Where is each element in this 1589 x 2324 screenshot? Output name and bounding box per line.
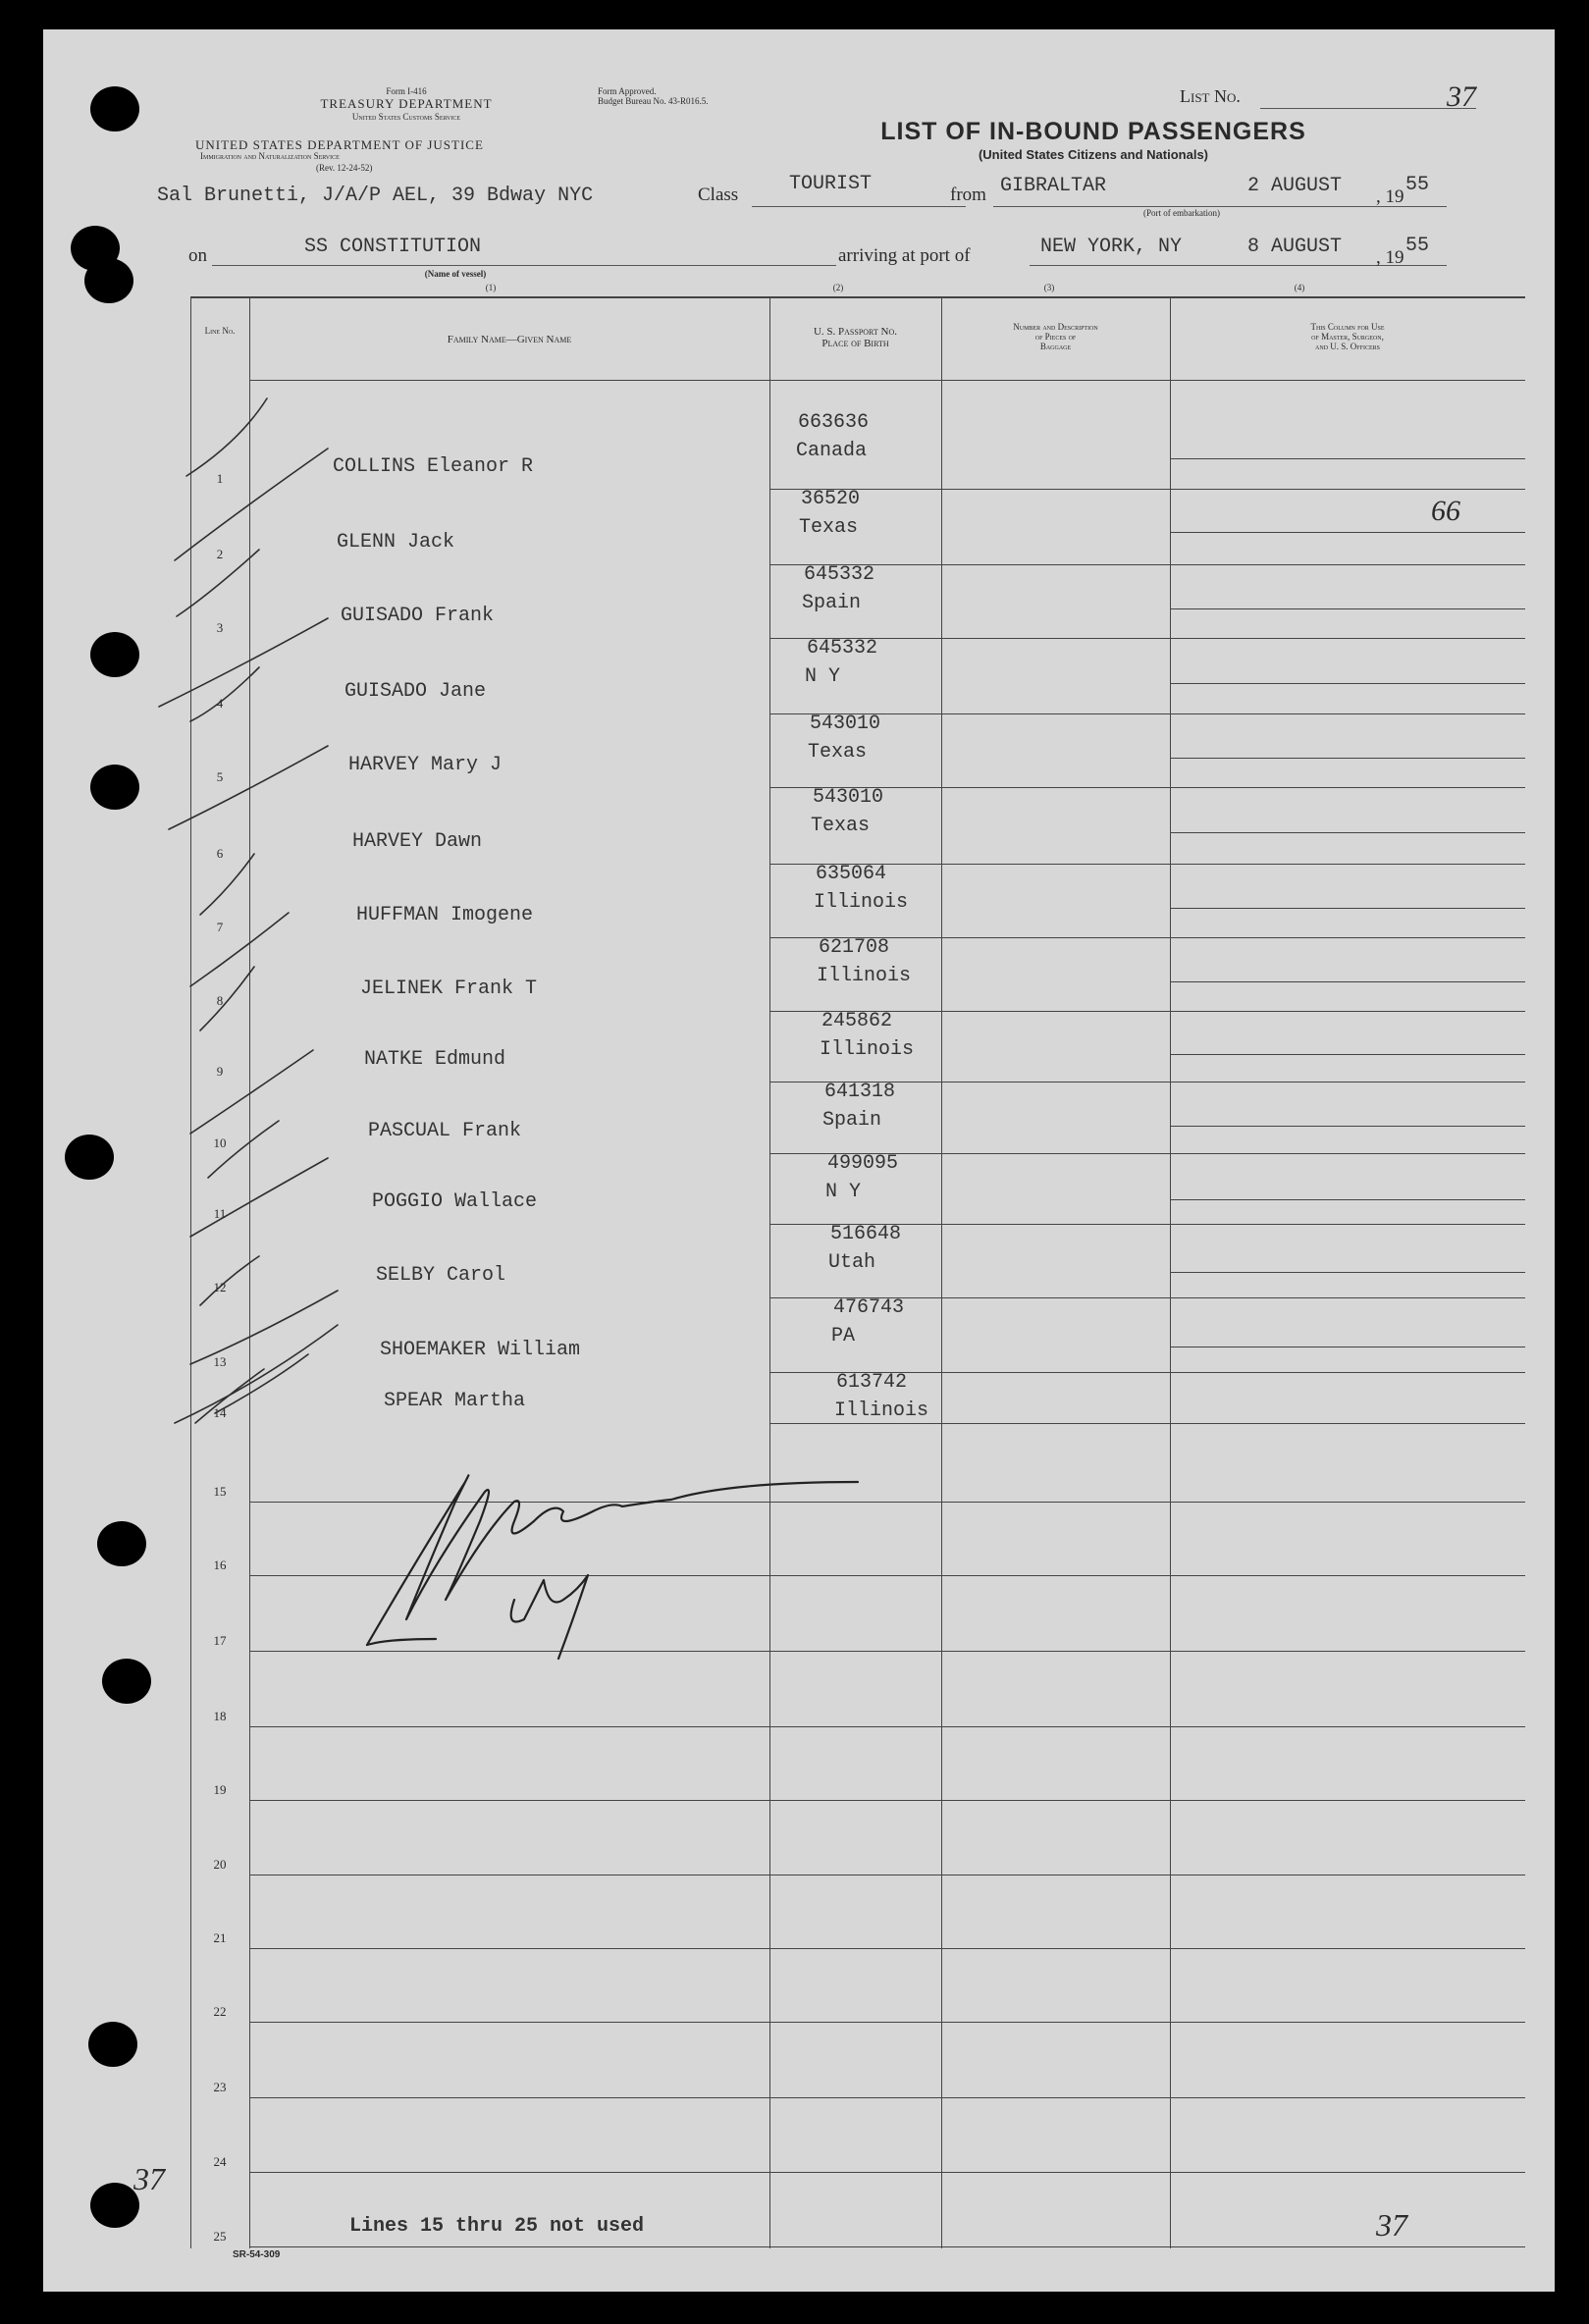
- officers-header-1: This Column for Use: [1310, 322, 1385, 332]
- line-number: 19: [213, 1782, 227, 1797]
- line-number: 4: [216, 696, 224, 711]
- passport-number: 543010: [810, 713, 881, 735]
- place-of-birth: Texas: [811, 815, 871, 837]
- punch-hole: [90, 632, 139, 677]
- agent-text: Sal Brunetti, J/A/P AEL, 39 Bdway NYC: [157, 185, 594, 207]
- tick-mark-10: [190, 1050, 313, 1134]
- line-number: 7: [216, 920, 224, 934]
- tick-mark-12: [190, 1158, 328, 1237]
- passport-number: 635064: [816, 863, 887, 885]
- line-number: 2: [216, 547, 224, 561]
- passenger-name: NATKE Edmund: [364, 1048, 506, 1071]
- from-label: from: [950, 185, 986, 205]
- officers-header-2: of Master, Surgeon,: [1311, 332, 1384, 342]
- punch-hole: [84, 258, 133, 303]
- passenger-name: HARVEY Mary J: [348, 754, 503, 776]
- passenger-name: POGGIO Wallace: [372, 1190, 538, 1213]
- on-label: on: [188, 245, 207, 266]
- year-prefix-2: , 19: [1376, 247, 1404, 268]
- year-prefix-1: , 19: [1376, 186, 1404, 207]
- tick-mark-14: [190, 1291, 338, 1364]
- line-number: 1: [216, 471, 224, 486]
- passport-number: 36520: [801, 488, 861, 510]
- vessel-caption: (Name of vessel): [424, 269, 487, 279]
- form-code: SR-54-309: [233, 2249, 281, 2260]
- line-number: 8: [216, 993, 224, 1008]
- document-page: [43, 29, 1555, 2292]
- margin-number: 37: [133, 2161, 165, 2196]
- tick-mark-6: [169, 746, 328, 829]
- passport-number: 641318: [824, 1081, 896, 1103]
- customs-service: United States Customs Service: [351, 112, 461, 122]
- place-of-birth: N Y: [805, 665, 841, 688]
- line-number: 20: [213, 1857, 227, 1872]
- handwriting-layer: [43, 29, 1555, 2292]
- passport-header-1: U. S. Passport No.: [813, 326, 898, 338]
- line-number: 25: [213, 2229, 227, 2244]
- tick-mark-13: [200, 1256, 259, 1305]
- line-number: 11: [213, 1206, 227, 1221]
- place-of-birth: Illinois: [817, 965, 912, 987]
- passenger-name: PASCUAL Frank: [368, 1120, 522, 1142]
- passenger-name: GUISADO Frank: [341, 605, 495, 627]
- passenger-name: SELBY Carol: [376, 1264, 506, 1287]
- line-number: 14: [213, 1405, 227, 1420]
- col-num-4: (4): [1294, 283, 1305, 292]
- passport-number: 543010: [813, 786, 884, 809]
- line-number: 9: [216, 1064, 224, 1079]
- passport-header-2: Place of Birth: [821, 338, 889, 349]
- tick-mark-4: [159, 618, 328, 707]
- punch-hole: [90, 2183, 139, 2228]
- document-title: LIST OF IN-BOUND PASSENGERS: [880, 118, 1306, 145]
- tick-mark-5: [190, 667, 259, 721]
- line-no-header: Line No.: [204, 326, 236, 336]
- baggage-header-3: Baggage: [1039, 342, 1072, 351]
- form-number: Form I-416: [386, 86, 427, 96]
- budget-bureau: Budget Bureau No. 43-R016.5.: [598, 96, 709, 106]
- passport-number: 516648: [830, 1223, 902, 1245]
- place-of-birth: Utah: [828, 1251, 876, 1274]
- tick-mark-17: [215, 1354, 308, 1413]
- embark-date: 2 AUGUST: [1247, 175, 1343, 197]
- line-number: 24: [213, 2154, 227, 2169]
- place-of-birth: PA: [831, 1325, 856, 1347]
- class-value: TOURIST: [789, 173, 873, 195]
- line-number: 18: [213, 1709, 227, 1723]
- col-num-2: (2): [832, 283, 844, 292]
- place-of-birth: Spain: [802, 592, 862, 614]
- col-num-1: (1): [485, 283, 497, 292]
- passenger-name: HARVEY Dawn: [352, 830, 483, 853]
- tick-mark-8: [190, 913, 289, 986]
- place-of-birth: Illinois: [820, 1038, 915, 1061]
- name-header: Family Name—Given Name: [447, 334, 572, 345]
- punch-hole: [90, 765, 139, 810]
- place-of-birth: Illinois: [814, 891, 909, 914]
- officer-signature: [367, 1475, 858, 1659]
- passenger-name: SHOEMAKER William: [380, 1339, 581, 1361]
- passenger-name: Lines 15 thru 25 not used: [349, 2215, 645, 2238]
- passenger-name: COLLINS Eleanor R: [333, 455, 534, 478]
- embark-year: 55: [1405, 174, 1430, 196]
- document-subtitle: (United States Citizens and Nationals): [978, 147, 1209, 162]
- port-of-embarkation: GIBRALTAR: [1000, 175, 1107, 197]
- passport-number: 621708: [819, 936, 890, 959]
- line-number: 6: [216, 846, 224, 861]
- tick-mark-3: [177, 550, 259, 616]
- passport-number: 499095: [827, 1152, 899, 1175]
- arrival-port: NEW YORK, NY: [1040, 236, 1183, 258]
- passport-number: 645332: [804, 563, 875, 586]
- punch-hole: [102, 1659, 151, 1704]
- punch-hole: [90, 86, 139, 132]
- vessel-name: SS CONSTITUTION: [304, 236, 482, 258]
- place-of-birth: Spain: [822, 1109, 882, 1132]
- place-of-birth: Texas: [799, 516, 859, 539]
- place-of-birth: Illinois: [834, 1400, 929, 1422]
- tick-mark-1: [186, 398, 267, 476]
- passport-number: 663636: [798, 411, 870, 434]
- class-label: Class: [698, 185, 739, 205]
- passenger-name: GUISADO Jane: [344, 680, 487, 703]
- tick-mark-2: [175, 449, 328, 560]
- tick-mark-7: [200, 854, 254, 915]
- baggage-header-2: of Pieces of: [1034, 332, 1077, 342]
- officer-note: 66: [1431, 495, 1460, 527]
- line-number: 15: [213, 1484, 227, 1499]
- officers-header-3: and U. S. Officers: [1315, 342, 1380, 351]
- passenger-name: JELINEK Frank T: [360, 977, 538, 1000]
- tick-mark-11: [208, 1121, 279, 1178]
- line-number: 21: [213, 1930, 227, 1945]
- list-no-value: 37: [1447, 80, 1476, 113]
- col-num-3: (3): [1043, 283, 1055, 292]
- passenger-name: SPEAR Martha: [384, 1390, 526, 1412]
- ins-service: Immigration and Naturalization Service: [200, 151, 340, 161]
- arriving-label: arriving at port of: [838, 245, 971, 266]
- list-no-label: List No.: [1180, 86, 1241, 106]
- line-number: 3: [216, 620, 224, 635]
- passport-number: 245862: [821, 1010, 893, 1032]
- place-of-birth: Canada: [796, 440, 868, 462]
- arrival-year: 55: [1405, 235, 1430, 257]
- line-number: 12: [213, 1280, 227, 1294]
- line-number: 23: [213, 2080, 227, 2094]
- arrival-date: 8 AUGUST: [1247, 236, 1343, 258]
- place-of-birth: Texas: [808, 741, 868, 764]
- passport-number: 476743: [833, 1296, 905, 1319]
- line-number: 22: [213, 2004, 227, 2019]
- passport-number: 645332: [807, 637, 878, 660]
- form-approved: Form Approved.: [598, 86, 657, 96]
- punch-hole: [97, 1521, 146, 1566]
- tick-mark-9: [200, 967, 254, 1030]
- passenger-name: HUFFMAN Imogene: [356, 904, 534, 926]
- baggage-header-1: Number and Description: [1013, 322, 1098, 332]
- line-number: 16: [213, 1558, 227, 1572]
- tick-mark-15: [195, 1369, 264, 1423]
- punch-hole: [65, 1135, 114, 1180]
- punch-hole: [88, 2022, 137, 2067]
- justice-dept: UNITED STATES DEPARTMENT OF JUSTICE: [195, 137, 484, 152]
- line-number: 17: [213, 1633, 227, 1648]
- revision-date: (Rev. 12-24-52): [316, 163, 373, 173]
- passport-number: 613742: [836, 1371, 908, 1394]
- passenger-name: GLENN Jack: [337, 531, 455, 554]
- line-number: 10: [213, 1136, 227, 1150]
- embark-caption: (Port of embarkation): [1143, 208, 1220, 218]
- place-of-birth: N Y: [825, 1181, 862, 1203]
- treasury-dept: TREASURY DEPARTMENT: [320, 96, 493, 111]
- officer-note: 37: [1376, 2207, 1407, 2243]
- line-number: 5: [216, 769, 224, 784]
- line-number: 13: [213, 1354, 227, 1369]
